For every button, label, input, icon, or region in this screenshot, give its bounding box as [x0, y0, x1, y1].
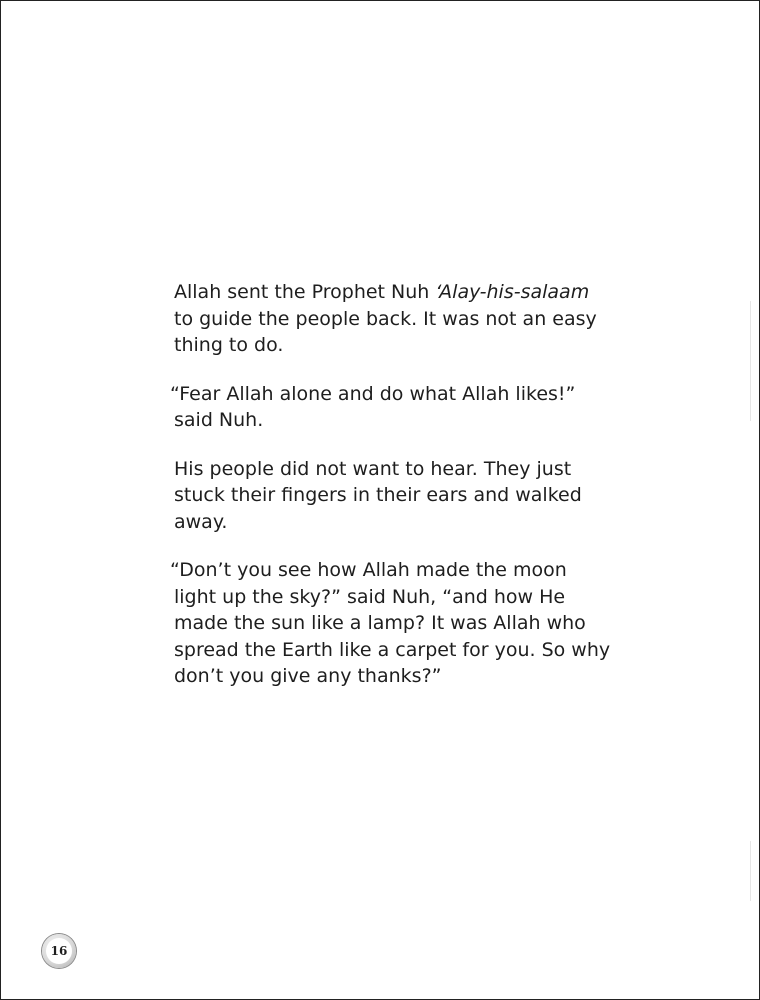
- paragraph-line: spread the Earth like a carpet for you. So why: [174, 638, 611, 661]
- honorific-text: ‘Alay-his-salaam: [435, 281, 590, 303]
- paragraph-3: [174, 456, 644, 536]
- page-number-badge: [42, 934, 76, 968]
- paragraph-line: to guide the people back. It was not an easy: [174, 307, 597, 330]
- paragraph-2: [170, 381, 644, 434]
- paragraph-line: “Don’t you see how Allah made the moon: [170, 559, 567, 581]
- paragraph-line: made the sun like a lamp? It was Allah who: [174, 612, 586, 634]
- paragraph-line: “Fear Allah alone and do what Allah likes!”: [170, 382, 576, 405]
- page-edge-mark: [750, 301, 751, 421]
- page-number: 16: [46, 938, 72, 964]
- paragraph-line: stuck their fingers in their ears and walked: [174, 484, 582, 506]
- text-run: Allah sent the Prophet Nuh: [174, 281, 436, 303]
- page-edge-mark: [750, 841, 751, 901]
- paragraph-4: [170, 557, 644, 690]
- paragraph-line: away.: [174, 510, 228, 533]
- paragraph-line: His people did not want to hear. They just: [174, 457, 572, 480]
- paragraph-line: don’t you give any thanks?”: [174, 665, 442, 687]
- paragraph-1: [174, 279, 644, 359]
- paragraph-line: [174, 279, 644, 306]
- paragraph-line: said Nuh.: [174, 409, 264, 431]
- paragraph-line: thing to do.: [174, 334, 284, 356]
- paragraph-line: light up the sky?” said Nuh, “and how He: [174, 585, 566, 608]
- story-text: [170, 279, 644, 712]
